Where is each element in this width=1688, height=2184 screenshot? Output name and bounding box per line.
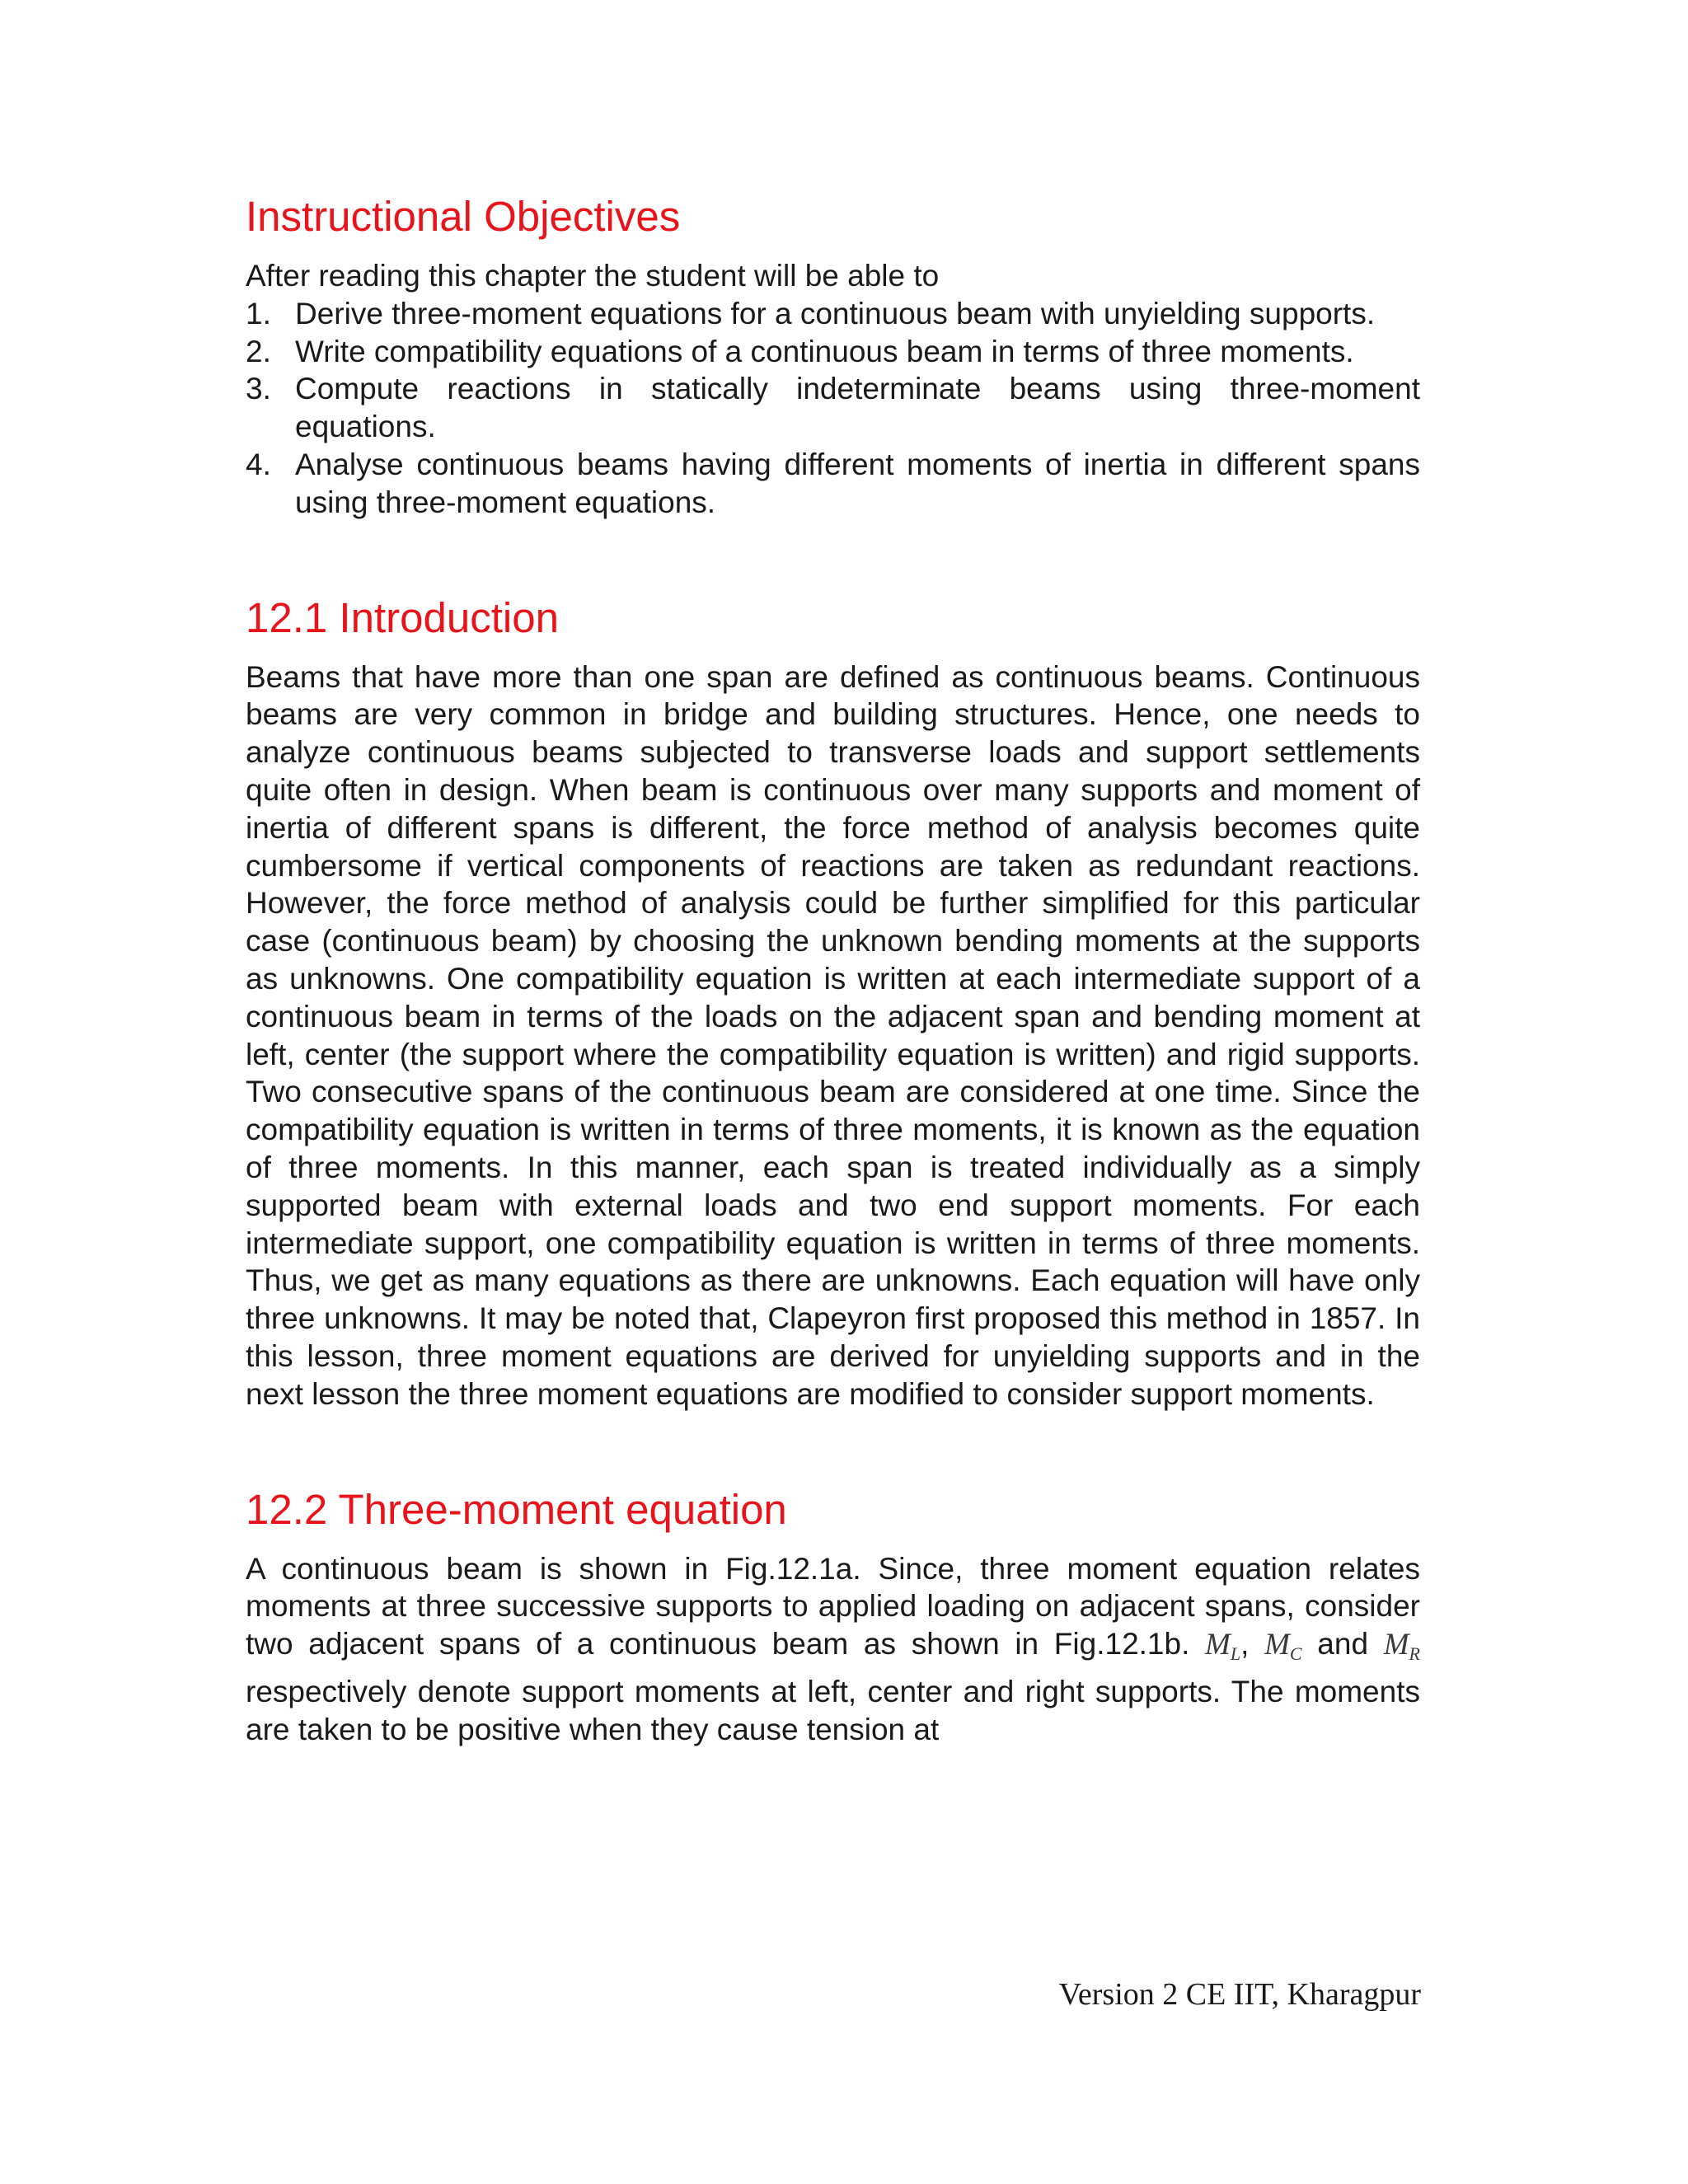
moment-right-symbol <box>1383 1628 1420 1665</box>
three-moment-text-part1: A continuous beam is shown in Fig.12.1a. Since, three moment equation relates moments at three successive supports to applied loading on adjacent spans, consider two adjacent spans of a continuous beam as shown in Fig.12.1b. <box>246 1551 1420 1661</box>
introduction-paragraph: Beams that have more than one span are defined as continuous beams. Continuous beams are very common in bridge and building structures. Hence, one needs to analyze continuous beams subjected to transverse loads and support settlements quite often in design. When beam is continuous over many supports and moment of inertia of different spans is different, the force method of analysis becomes quite cumbersome if vertical components of reactions are taken as redundant reactions. However, the force method of analysis could be further simplified for this particular case (continuous beam) by choosing the unknown bending moments at the supports as unknowns. One compatibility equation is written at each intermediate support of a continuous beam in terms of the loads on the adjacent span and bending moment at left, center (the support where the compatibility equation is written) and rigid supports. Two consecutive spans of the continuous beam are considered at one time. Since the compatibility equation is written in terms of three moments, it is known as the equation of three moments. In this manner, each span is treated individually as a simply supported beam with external loads and two end support moments. For each intermediate support, one compatibility equation is written in terms of three moments. Thus, we get as many equations as there are unknowns. Each equation will have only three unknowns. It may be noted that, Clapeyron first proposed this method in 1857. In this lesson, three moment equations are derived for unyielding supports and in the next lesson the three moment equations are modified to consider support moments. <box>246 659 1420 1411</box>
objectives-heading: Instructional Objectives <box>246 193 681 240</box>
list-item-text: Derive three-moment equations for a continuous beam with unyielding supports. <box>295 296 1376 330</box>
separator-comma: , <box>1240 1627 1250 1661</box>
moment-right-subscript: R <box>1409 1643 1420 1665</box>
introduction-section <box>246 593 1420 1413</box>
moment-right-base: M <box>1383 1628 1409 1662</box>
three-moment-text-part2: respectively denote support moments at left, center and right supports. The moments are taken to be positive when they cause tension at <box>246 1674 1420 1746</box>
moment-left-subscript: L <box>1230 1643 1241 1665</box>
list-item-number: 3. <box>246 372 271 406</box>
list-item <box>246 333 1420 371</box>
list-item-text: Write compatibility equations of a continuous beam in terms of three moments. <box>295 334 1354 368</box>
list-item <box>246 295 1420 333</box>
moment-center-subscript: C <box>1289 1643 1302 1665</box>
objectives-lead: After reading this chapter the student will be able to <box>246 259 940 293</box>
list-item-number: 4. <box>246 447 271 481</box>
list-item <box>246 370 1420 446</box>
moment-center-symbol <box>1264 1628 1302 1665</box>
list-item-number: 2. <box>246 334 271 368</box>
list-item-text: Compute reactions in statically indeterminate beams using three-moment equations. <box>295 372 1420 444</box>
three-moment-heading: 12.2 Three-moment equation <box>246 1485 787 1533</box>
three-moment-paragraph <box>246 1550 1420 1749</box>
separator-and: and <box>1317 1627 1369 1661</box>
list-item <box>246 446 1420 522</box>
moment-left-base: M <box>1205 1628 1231 1662</box>
three-moment-section <box>246 1484 1420 1749</box>
document-page <box>246 191 1420 1749</box>
list-item-number: 1. <box>246 296 271 330</box>
objectives-section <box>246 191 1420 522</box>
objectives-list <box>246 295 1420 522</box>
page-footer: Version 2 CE IIT, Kharagpur <box>1058 1977 1421 2012</box>
list-item-text: Analyse continuous beams having different moments of inertia in different spans using three-moment equations. <box>295 447 1420 519</box>
introduction-heading: 12.1 Introduction <box>246 593 559 641</box>
moment-left-symbol <box>1205 1628 1241 1665</box>
moment-center-base: M <box>1264 1628 1290 1662</box>
